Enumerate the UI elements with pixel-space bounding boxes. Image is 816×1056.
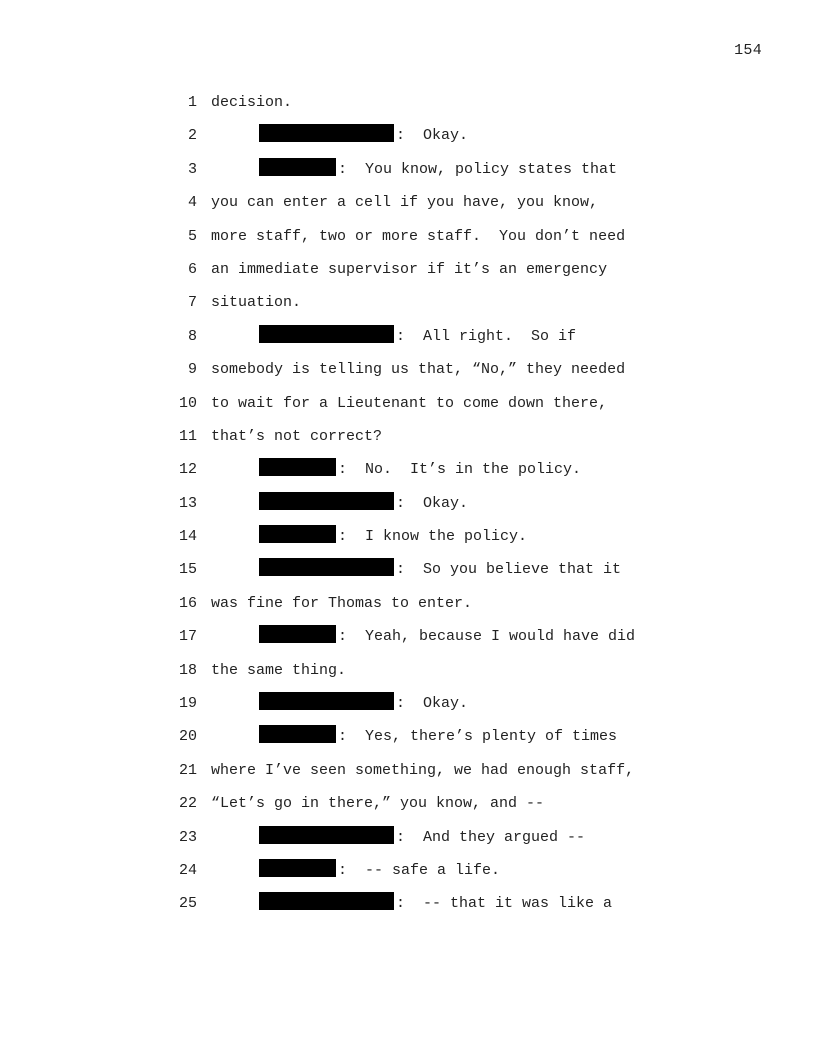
- line-content: [211, 220, 625, 253]
- speaker-colon: :: [338, 160, 366, 178]
- line-text: Okay.: [423, 127, 469, 145]
- line-text: So you believe that it: [423, 561, 622, 579]
- line-text: Okay.: [423, 494, 469, 512]
- line-content: [211, 587, 472, 620]
- line-number: 22: [178, 795, 197, 813]
- transcript-line: [170, 253, 690, 286]
- speaker-colon: :: [338, 628, 366, 646]
- redacted-speaker-name: [259, 692, 394, 710]
- line-number: 18: [178, 661, 197, 679]
- redacted-speaker-name: [259, 558, 394, 576]
- speaker-colon: :: [396, 895, 424, 913]
- redacted-speaker-name: [259, 124, 394, 142]
- transcript-line: [170, 119, 690, 152]
- line-text: situation.: [211, 294, 302, 312]
- speaker-colon: :: [338, 461, 366, 479]
- line-content: [259, 720, 617, 753]
- line-text: Okay.: [423, 695, 469, 713]
- line-text: You know, policy states that: [365, 160, 618, 178]
- line-text: the same thing.: [211, 661, 347, 679]
- line-number: 25: [178, 895, 197, 913]
- speaker-colon: :: [338, 728, 366, 746]
- redacted-speaker-name: [259, 826, 394, 844]
- line-content: [259, 553, 621, 586]
- transcript-line: [170, 86, 690, 119]
- transcript-line: [170, 854, 690, 887]
- redacted-speaker-name: [259, 458, 336, 476]
- transcript-line: [170, 620, 690, 653]
- line-text: more staff, two or more staff. You don’t need: [211, 227, 626, 245]
- line-text: was fine for Thomas to enter.: [211, 594, 473, 612]
- line-number: 21: [178, 761, 197, 779]
- line-content: [259, 854, 500, 887]
- line-number: 1: [187, 94, 197, 111]
- line-content: [211, 654, 346, 687]
- redacted-speaker-name: [259, 625, 336, 643]
- line-text: -- safe a life.: [365, 861, 501, 879]
- line-content: [259, 687, 468, 720]
- line-text: that’s not correct?: [211, 427, 383, 445]
- line-text: All right. So if: [423, 327, 577, 345]
- transcript-body: [170, 86, 690, 921]
- transcript-line: [170, 353, 690, 386]
- line-number: 8: [187, 327, 197, 345]
- line-text: And they argued --: [423, 828, 586, 846]
- line-number: 23: [178, 828, 197, 846]
- line-content: [211, 253, 607, 286]
- line-text: I know the policy.: [365, 528, 528, 546]
- line-text: Yes, there’s plenty of times: [365, 728, 618, 746]
- line-content: [259, 453, 581, 486]
- transcript-line: [170, 887, 690, 920]
- line-number: 2: [187, 127, 197, 145]
- speaker-colon: :: [396, 828, 424, 846]
- line-number: 11: [178, 427, 197, 445]
- transcript-line: [170, 654, 690, 687]
- line-number: 9: [187, 361, 197, 379]
- transcript-line: [170, 387, 690, 420]
- redacted-speaker-name: [259, 325, 394, 343]
- line-content: [259, 153, 617, 186]
- transcript-line: [170, 487, 690, 520]
- line-number: 10: [178, 394, 197, 412]
- line-content: [259, 520, 527, 553]
- redacted-speaker-name: [259, 725, 336, 743]
- transcript-line: [170, 153, 690, 186]
- transcript-line: [170, 220, 690, 253]
- line-number: 20: [178, 728, 197, 746]
- line-text: somebody is telling us that, “No,” they needed: [211, 361, 626, 379]
- transcript-line: [170, 286, 690, 319]
- transcript-line: [170, 754, 690, 787]
- line-content: [211, 353, 625, 386]
- line-number: 4: [187, 194, 197, 212]
- redacted-speaker-name: [259, 859, 336, 877]
- line-number: 15: [178, 561, 197, 579]
- line-text: Yeah, because I would have did: [365, 628, 636, 646]
- transcript-line: [170, 553, 690, 586]
- line-number: 16: [178, 594, 197, 612]
- line-number: 12: [178, 461, 197, 479]
- line-content: [259, 821, 585, 854]
- transcript-line: [170, 587, 690, 620]
- line-text: “Let’s go in there,” you know, and --: [211, 795, 545, 813]
- line-text: where I’ve seen something, we had enough staff,: [211, 761, 635, 779]
- redacted-speaker-name: [259, 892, 394, 910]
- line-number: 6: [187, 260, 197, 278]
- line-content: [211, 754, 634, 787]
- line-content: [259, 487, 468, 520]
- line-content: [259, 620, 635, 653]
- redacted-speaker-name: [259, 492, 394, 510]
- transcript-line: [170, 787, 690, 820]
- line-content: [259, 320, 576, 353]
- line-number: 19: [178, 695, 197, 713]
- line-content: [211, 286, 301, 319]
- transcript-line: [170, 186, 690, 219]
- line-content: [211, 387, 607, 420]
- line-number: 17: [178, 628, 197, 646]
- speaker-colon: :: [396, 127, 424, 145]
- line-content: [211, 420, 382, 453]
- transcript-line: [170, 821, 690, 854]
- line-text: to wait for a Lieutenant to come down there,: [211, 394, 608, 412]
- line-content: [259, 887, 612, 920]
- transcript-line: [170, 687, 690, 720]
- transcript-line: [170, 420, 690, 453]
- line-text: an immediate supervisor if it’s an emergency: [211, 260, 608, 278]
- line-content: [211, 186, 598, 219]
- line-text: -- that it was like a: [423, 895, 613, 913]
- speaker-colon: :: [338, 528, 366, 546]
- line-number: 5: [187, 227, 197, 245]
- line-number: 14: [178, 528, 197, 546]
- transcript-line: [170, 520, 690, 553]
- line-number: 24: [178, 861, 197, 879]
- transcript-line: [170, 320, 690, 353]
- transcript-line: [170, 453, 690, 486]
- line-content: [211, 787, 544, 820]
- speaker-colon: :: [396, 327, 424, 345]
- line-number: 13: [178, 494, 197, 512]
- transcript-line: [170, 720, 690, 753]
- line-content: [259, 119, 468, 152]
- line-text: you can enter a cell if you have, you know,: [211, 194, 599, 212]
- redacted-speaker-name: [259, 525, 336, 543]
- line-text: decision.: [211, 94, 293, 111]
- speaker-colon: :: [396, 561, 424, 579]
- line-number: 3: [187, 160, 197, 178]
- speaker-colon: :: [338, 861, 366, 879]
- redacted-speaker-name: [259, 158, 336, 176]
- line-content: [211, 86, 292, 119]
- speaker-colon: :: [396, 695, 424, 713]
- line-text: No. It’s in the policy.: [365, 461, 582, 479]
- line-number: 7: [187, 294, 197, 312]
- speaker-colon: :: [396, 494, 424, 512]
- page-number: 154: [734, 42, 762, 59]
